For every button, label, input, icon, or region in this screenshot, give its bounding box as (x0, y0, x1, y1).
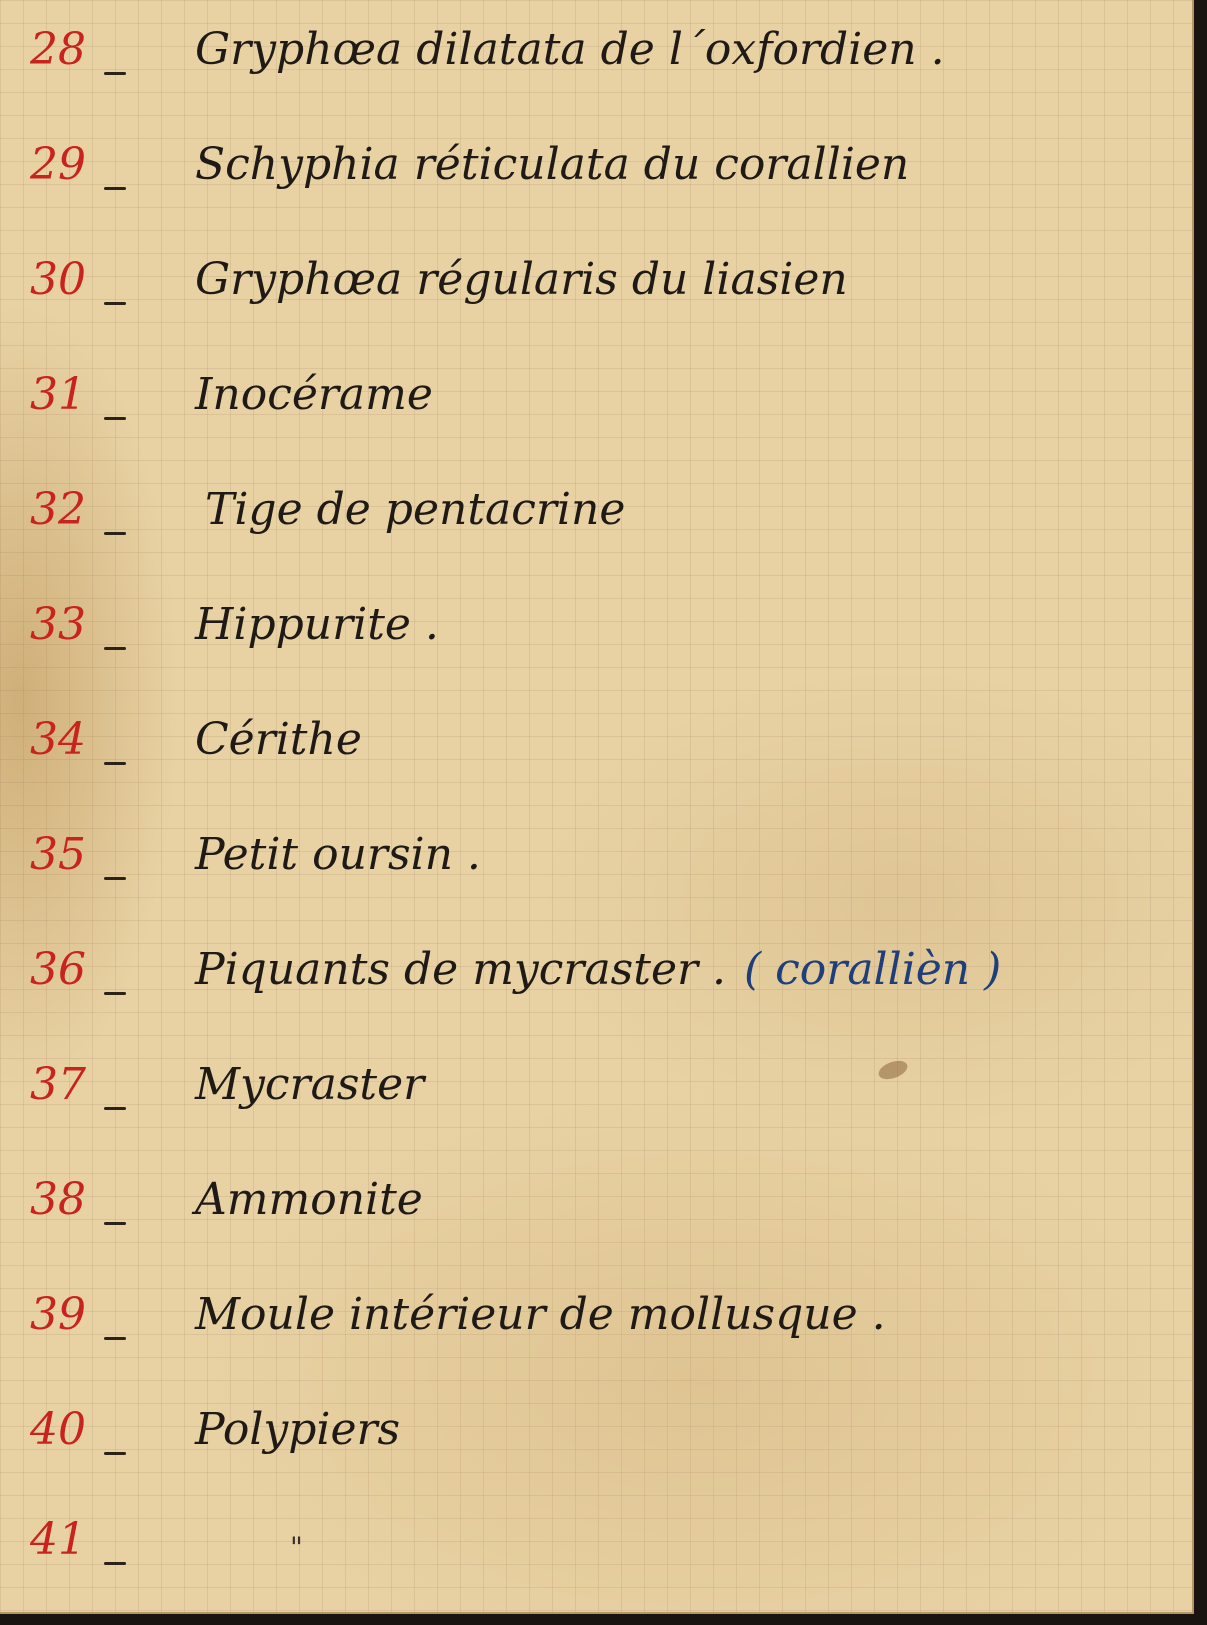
entry-dash (104, 1337, 126, 1340)
entry-dash (104, 1107, 126, 1110)
entry-34 (0, 710, 1192, 780)
entry-33 (0, 595, 1192, 665)
entry-number: 34 (30, 714, 86, 765)
entry-text: Mycraster (195, 1059, 425, 1110)
entry-dash (104, 647, 126, 650)
entry-41 (0, 1510, 1192, 1580)
entry-text: Gryphœa régularis du liasien (195, 254, 848, 305)
entry-38 (0, 1170, 1192, 1240)
entry-dash (104, 187, 126, 190)
entry-number: 41 (30, 1514, 86, 1565)
entry-30 (0, 250, 1192, 320)
entry-dash (104, 302, 126, 305)
entry-dash (104, 532, 126, 535)
entry-number: 31 (30, 369, 86, 420)
entry-number: 39 (30, 1289, 86, 1340)
entry-35 (0, 825, 1192, 895)
entry-37 (0, 1055, 1192, 1125)
entry-dash (104, 417, 126, 420)
entry-text: Petit oursin . (195, 829, 481, 880)
entry-31 (0, 365, 1192, 435)
entry-dash (104, 1222, 126, 1225)
ditto-mark: " (290, 1531, 303, 1564)
entry-36 (0, 940, 1192, 1010)
entry-number: 29 (30, 139, 86, 190)
entry-text (195, 940, 1001, 1000)
entry-40 (0, 1400, 1192, 1470)
entry-text: Polypiers (195, 1404, 401, 1455)
entry-number: 37 (30, 1059, 86, 1110)
entry-dash (104, 762, 126, 765)
entry-28 (0, 20, 1192, 90)
entry-dash (104, 1562, 126, 1565)
entry-number: 36 (30, 944, 86, 995)
entry-text: Schyphia réticulata du corallien (195, 139, 910, 190)
entry-text: Hippurite . (195, 599, 439, 650)
entry-dash (104, 877, 126, 880)
entry-dash (104, 992, 126, 995)
entry-32 (0, 480, 1192, 550)
entry-number: 40 (30, 1404, 86, 1455)
entry-number: 38 (30, 1174, 86, 1225)
entry-dash (104, 1452, 126, 1455)
entry-note: ( corallièn ) (744, 944, 1002, 995)
entry-text: Moule intérieur de mollusque . (195, 1289, 886, 1340)
entry-text: Ammonite (195, 1174, 423, 1225)
entry-main-text: Piquants de mycraster . (195, 944, 726, 995)
entry-29 (0, 135, 1192, 205)
entry-text: Inocérame (195, 369, 433, 420)
entry-number: 28 (30, 24, 86, 75)
entry-dash (104, 72, 126, 75)
entry-39 (0, 1285, 1192, 1355)
entry-text: Gryphœa dilatata de l´oxfordien . (195, 24, 945, 75)
entry-number: 33 (30, 599, 86, 650)
entry-text: Cérithe (195, 714, 362, 765)
entry-number: 32 (30, 484, 86, 535)
entry-number: 30 (30, 254, 86, 305)
entry-number: 35 (30, 829, 86, 880)
entry-text: Tige de pentacrine (205, 484, 626, 535)
